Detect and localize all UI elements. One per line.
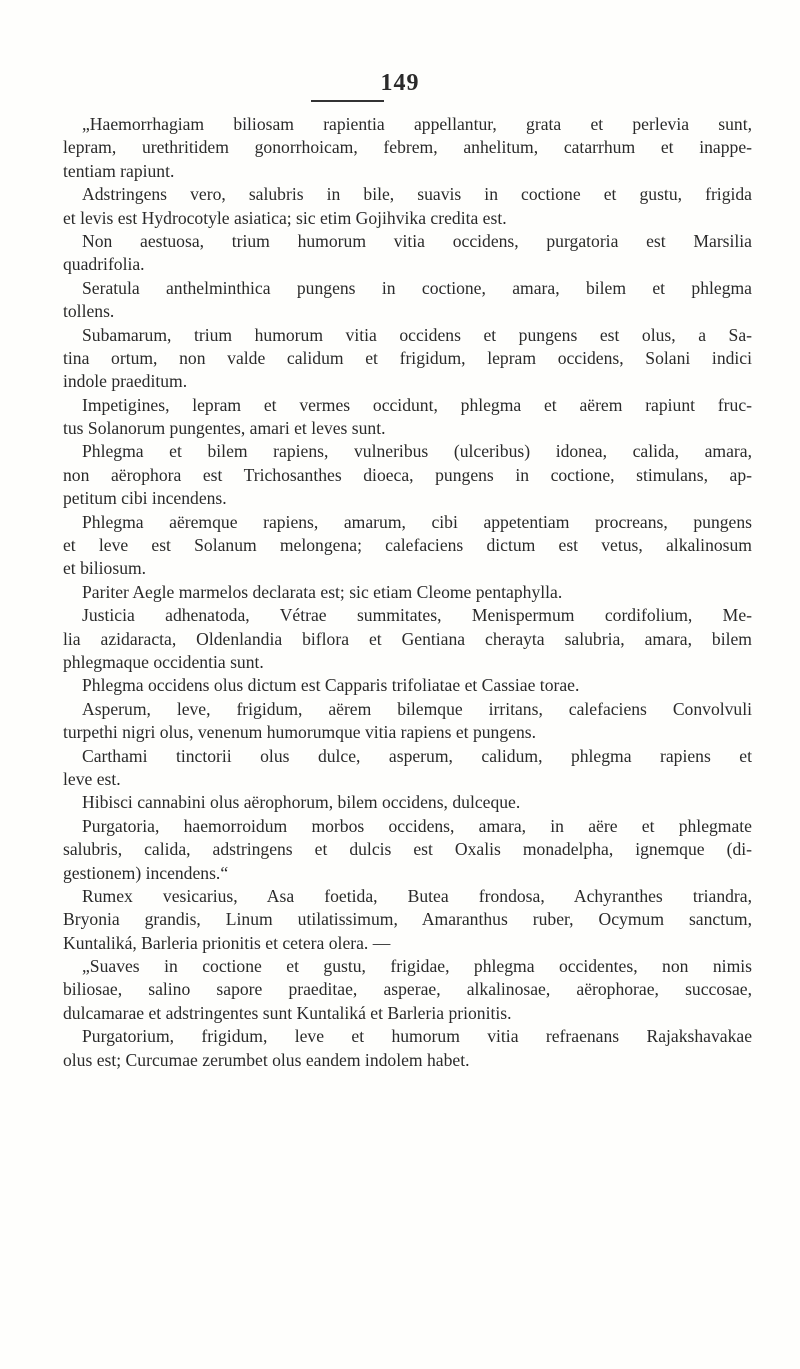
text-line: salubris, calida, adstringens et dulcis est Oxalis monadelpha, ignemque (di- — [63, 839, 752, 860]
body-text — [63, 113, 752, 1072]
text-line: Justicia adhenatoda, Vétrae summitates, Menispermum cordifolium, Me- — [82, 605, 752, 626]
text-line: Bryonia grandis, Linum utilatissimum, Amaranthus ruber, Ocymum sanctum, — [63, 909, 752, 930]
text-line: „Suaves in coctione et gustu, frigidae, phlegma occidentes, non nimis — [82, 956, 752, 977]
text-line: quadrifolia. — [63, 254, 145, 275]
text-line: Kuntaliká, Barleria prionitis et cetera olera. — — [63, 932, 391, 953]
text-line: Subamarum, trium humorum vitia occidens et pungens est olus, a Sa- — [82, 324, 752, 345]
text-line: indole praeditum. — [63, 371, 188, 392]
text-line: et leve est Solanum melongena; calefaciens dictum est vetus, alkalinosum — [63, 535, 752, 556]
text-line: Carthami tinctorii olus dulce, asperum, calidum, phlegma rapiens et — [82, 745, 752, 766]
text-line: Purgatoria, haemorroidum morbos occidens, amara, in aëre et phlegmate — [82, 815, 752, 836]
text-line: non aërophora est Trichosanthes dioeca, pungens in coctione, stimulans, ap- — [63, 464, 752, 485]
text-line: turpethi nigri olus, venenum humorumque vitia rapiens et pungens. — [63, 722, 536, 743]
text-line: „Haemorrhagiam biliosam rapientia appellantur, grata et perlevia sunt, — [82, 114, 752, 134]
text-line: Non aestuosa, trium humorum vitia occidens, purgatoria est Marsilia — [82, 230, 752, 251]
text-line: et levis est Hydrocotyle asiatica; sic etim Gojihvika credita est. — [63, 207, 507, 228]
text-line: Hibisci cannabini olus aërophorum, bilem occidens, dulceque. — [82, 792, 521, 813]
text-line: tus Solanorum pungentes, amari et leves sunt. — [63, 418, 386, 439]
text-line: lia azidaracta, Oldenlandia biflora et Gentiana cherayta salubria, amara, bilem — [63, 628, 752, 649]
text-line: dulcamarae et adstringentes sunt Kuntaliká et Barleria prionitis. — [63, 1002, 512, 1023]
text-line: Phlegma et bilem rapiens, vulneribus (ulceribus) idonea, calida, amara, — [82, 441, 752, 462]
text-line: phlegmaque occidentia sunt. — [63, 651, 264, 672]
text-line: petitum cibi incendens. — [63, 488, 227, 509]
text-line: Impetigines, lepram et vermes occidunt, phlegma et aërem rapiunt fruc- — [82, 394, 752, 415]
text-line: biliosae, salino sapore praeditae, asperae, alkalinosae, aërophorae, succosae, — [63, 979, 752, 1000]
page-number: 149 — [380, 70, 420, 96]
header-rule — [311, 100, 384, 102]
text-line: et biliosum. — [63, 558, 147, 579]
text-line: tentiam rapiunt. — [63, 160, 175, 181]
text-line: lepram, urethritidem gonorrhoicam, febrem, anhelitum, catarrhum et inappe- — [63, 137, 752, 158]
text-line: Adstringens vero, salubris in bile, suavis in coctione et gustu, frigida — [82, 184, 752, 205]
text-line: Asperum, leve, frigidum, aërem bilemque irritans, calefaciens Convolvuli — [82, 698, 752, 719]
text-line: leve est. — [63, 768, 121, 789]
text-line: tollens. — [63, 301, 115, 322]
text-line: Pariter Aegle marmelos declarata est; sic etiam Cleome pentaphylla. — [82, 581, 563, 602]
text-line: Rumex vesicarius, Asa foetida, Butea frondosa, Achyranthes triandra, — [82, 885, 752, 906]
text-line: gestionem) incendens.“ — [63, 862, 229, 883]
text-line: tina ortum, non valde calidum et frigidum, lepram occidens, Solani indici — [63, 347, 752, 368]
text-line: Phlegma aëremque rapiens, amarum, cibi appetentiam procreans, pungens — [82, 511, 752, 532]
text-line: Seratula anthelminthica pungens in coctione, amara, bilem et phlegma — [82, 277, 752, 298]
text-line: olus est; Curcumae zerumbet olus eandem indolem habet. — [63, 1049, 470, 1070]
text-line: Phlegma occidens olus dictum est Capparis trifoliatae et Cassiae torae. — [82, 675, 580, 696]
text-line: Purgatorium, frigidum, leve et humorum vitia refraenans Rajakshavakae — [82, 1026, 752, 1047]
